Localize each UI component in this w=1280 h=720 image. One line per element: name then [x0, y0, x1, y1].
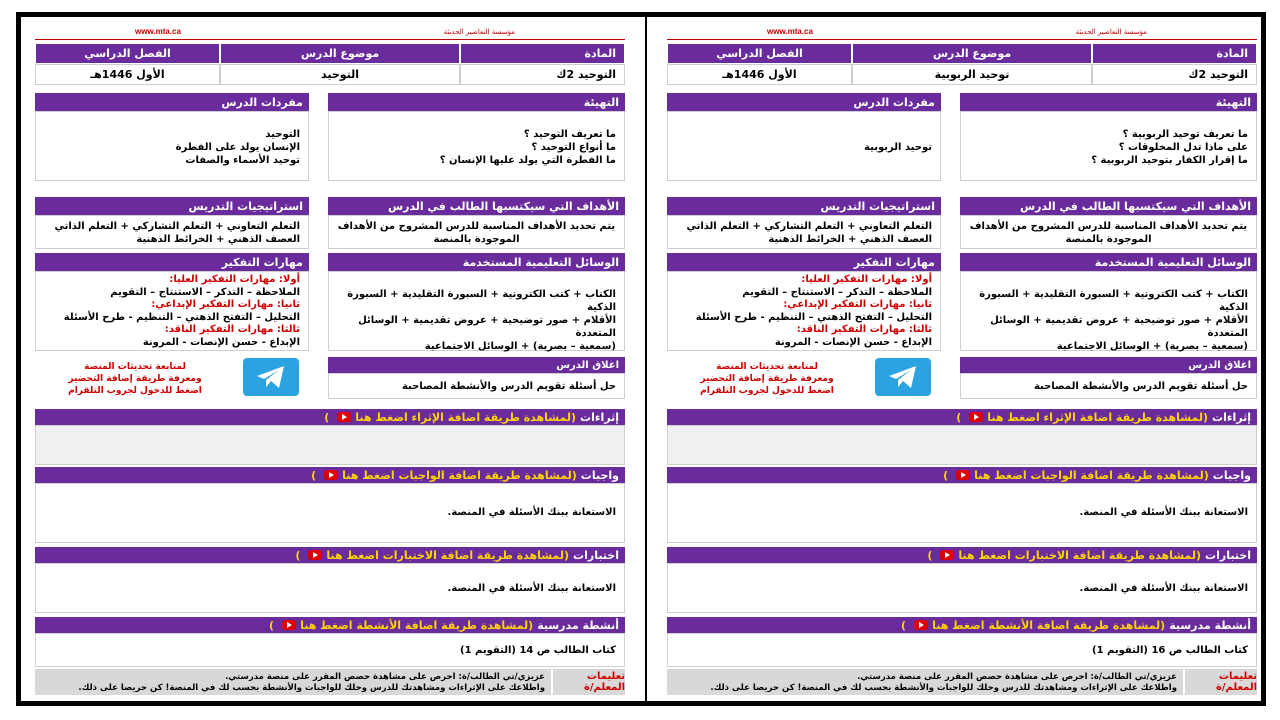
hw-text: الاستعانة ببنك الأسئلة في المنصة. [447, 507, 616, 518]
thinking-text: الملاحظة – التذكر – الاستنتاج – التقويم [742, 286, 932, 298]
strategies-header: استراتيجيات التدريس [667, 197, 941, 215]
thinking-header: مهارات التفكير [35, 253, 309, 271]
youtube-play-icon[interactable] [914, 620, 928, 630]
tests-header [35, 547, 625, 563]
strategies-line: التعلم التعاوني + التعلم التشاركي + التعلم الذاتي [686, 221, 932, 232]
enrich-label: إثراءات [580, 410, 619, 424]
hw-header [667, 467, 1257, 483]
warmup-header: التهيئة [328, 93, 625, 111]
topic-value: توحيد الربوبية [852, 64, 1092, 85]
tests-box [667, 563, 1257, 613]
warmup-box [328, 111, 625, 181]
thinking-text: التحليل – التفتح الذهني – التنظيم - طرح الأسئلة [695, 311, 932, 323]
enrich-label: إثراءات [1212, 410, 1251, 424]
objectives-box [960, 215, 1257, 249]
vocab-item: توحيد الربوبية [864, 142, 932, 153]
aids-header: الوسائل التعليمية المستخدمة [960, 253, 1257, 271]
promo-line: لمتابعة تحديثات المنصة [716, 362, 818, 372]
warmup-q2: ما أنواع التوحيد ؟ [531, 142, 616, 153]
strategies-box [35, 215, 309, 249]
strategies-line: التعلم التعاوني + التعلم التشاركي + التعلم الذاتي [54, 221, 300, 232]
lesson-plan-left [35, 17, 625, 701]
thinking-box [35, 271, 309, 351]
aids-line: (سمعية – بصرية) + الوسائل الاجتماعية [1056, 341, 1248, 352]
vocab-header: مفردات الدرس [667, 93, 941, 111]
strategies-box [667, 215, 941, 249]
objectives-header: الأهداف التي سيكتسبها الطالب في الدرس [328, 197, 625, 215]
instructions-text [35, 669, 551, 695]
vocab-item: التوحيد [265, 129, 300, 140]
telegram-icon[interactable] [875, 358, 931, 396]
activities-text: كتاب الطالب ص 16 (التقويم 1) [1092, 645, 1248, 656]
aids-box [960, 271, 1257, 351]
strategies-line: العصف الذهني + الخرائط الذهنية [136, 234, 300, 245]
lesson-plan-right [667, 17, 1257, 701]
closing-header: اغلاق الدرس [328, 357, 625, 373]
telegram-promo[interactable] [35, 359, 235, 399]
page-divider [645, 17, 665, 701]
instructions-label: تعليمات المعلم/ة [553, 669, 625, 695]
paren: ) [295, 548, 301, 562]
youtube-play-icon[interactable] [308, 550, 322, 560]
activities-header [35, 617, 625, 633]
thinking-heading: ثانيا: مهارات التفكير الإبداعي: [151, 299, 300, 310]
paren: ) [943, 468, 949, 482]
tests-link[interactable]: (لمشاهدة طريقة اضافة الاختبارات اضغط هنا [958, 548, 1202, 562]
objectives-header: الأهداف التي سيكتسبها الطالب في الدرس [960, 197, 1257, 215]
instructions-line: عزيزي/تي الطالب/ة: احرص على مشاهدة حصص المقرر على منصة مدرستي. [225, 672, 545, 682]
telegram-icon[interactable] [243, 358, 299, 396]
closing-text: حل أسئلة تقويم الدرس والأنشطة المصاحبة [1033, 381, 1248, 392]
youtube-play-icon[interactable] [969, 412, 983, 422]
hw-label: واجبات [1212, 468, 1251, 482]
thinking-box [667, 271, 941, 351]
semester-header: الفصل الدراسي [667, 43, 852, 64]
warmup-box [960, 111, 1257, 181]
thinking-heading: أولا: مهارات التفكير العليا: [169, 274, 300, 285]
vocab-box [35, 111, 309, 181]
activities-link[interactable]: (لمشاهدة طريقة اضافة الأنشطة اضغط هنا [932, 618, 1166, 632]
warmup-q2: على ماذا تدل المخلوقات ؟ [1118, 142, 1248, 153]
org-name: مؤسسة التعاضير الحديثة [1075, 28, 1147, 36]
objectives-box [328, 215, 625, 249]
strategies-line: العصف الذهني + الخرائط الذهنية [768, 234, 932, 245]
vocab-item: توحيد الأسماء والصفات [185, 155, 300, 166]
hw-link[interactable]: (لمشاهدة طريقة اضافة الواجبات اضغط هنا [974, 468, 1209, 482]
instructions-line: واطلاعك على الإثراءات ومشاهدتك للدرس وحلك للواجبات والأنشطة بحسب لك في المنصة! كن حريصا على ذلك. [710, 683, 1177, 693]
page-header [667, 19, 1257, 41]
paren: ) [324, 410, 330, 424]
vocab-header: مفردات الدرس [35, 93, 309, 111]
page-header [35, 19, 625, 41]
activities-label: أنشطة مدرسية [1169, 618, 1251, 632]
activities-box [667, 633, 1257, 667]
activities-box [35, 633, 625, 667]
tests-box [35, 563, 625, 613]
tests-text: الاستعانة ببنك الأسئلة في المنصة. [1079, 583, 1248, 594]
enrich-box[interactable] [35, 425, 625, 465]
thinking-text: الإبداع - حسن الإنصات - المرونة [774, 336, 932, 348]
vocab-item: الإنسان يولد على الفطرة [175, 142, 300, 153]
topic-header: موضوع الدرس [852, 43, 1092, 64]
topic-value: التوحيد [220, 64, 460, 85]
enrich-box[interactable] [667, 425, 1257, 465]
aids-box [328, 271, 625, 351]
warmup-q1: ما تعريف توحيد الربوبية ؟ [1122, 129, 1248, 140]
tests-link[interactable]: (لمشاهدة طريقة اضافة الاختبارات اضغط هنا [326, 548, 570, 562]
thinking-text: التحليل – التفتح الذهني – التنظيم - طرح الأسئلة [63, 311, 300, 323]
aids-line: الكتاب + كتب الكترونية + السبورة التقليدية + السبورة الذكية [979, 289, 1248, 313]
paren: ) [927, 548, 933, 562]
thinking-header: مهارات التفكير [667, 253, 941, 271]
closing-text: حل أسئلة تقويم الدرس والأنشطة المصاحبة [401, 381, 616, 392]
vocab-box [667, 111, 941, 181]
closing-box [328, 373, 625, 399]
tests-header [667, 547, 1257, 563]
subject-header: المادة [460, 43, 625, 64]
thinking-heading: ثالثا: مهارات التفكير الناقد: [796, 324, 932, 335]
instructions-line: عزيزي/تي الطالب/ة: احرص على مشاهدة حصص المقرر على منصة مدرستي. [857, 672, 1177, 682]
promo-line: ومعرفة طريقة إضافة التحضير [68, 374, 202, 384]
youtube-play-icon[interactable] [324, 470, 338, 480]
youtube-play-icon[interactable] [956, 470, 970, 480]
aids-line: الأقلام + صور توضيحية + عروض تقديمية + الوسائل المتعددة [990, 315, 1248, 339]
tests-label: اختبارات [1205, 548, 1251, 562]
enrich-link[interactable]: (لمشاهدة طريقة اضافة الإثراء اضغط هنا [355, 410, 577, 424]
hw-label: واجبات [580, 468, 619, 482]
semester-value: الأول 1446هـ [667, 64, 852, 85]
youtube-play-icon[interactable] [282, 620, 296, 630]
paren: ) [901, 618, 907, 632]
promo-line: لمتابعة تحديثات المنصة [84, 362, 186, 372]
tests-label: اختبارات [573, 548, 619, 562]
activities-label: أنشطة مدرسية [537, 618, 619, 632]
aids-header: الوسائل التعليمية المستخدمة [328, 253, 625, 271]
thinking-heading: ثالثا: مهارات التفكير الناقد: [164, 324, 300, 335]
enrich-header [667, 409, 1257, 425]
youtube-play-icon[interactable] [337, 412, 351, 422]
enrich-header [35, 409, 625, 425]
activities-text: كتاب الطالب ص 14 (التقويم 1) [460, 645, 616, 656]
paren: ) [956, 410, 962, 424]
lesson-info-table [35, 43, 625, 85]
subject-value: التوحيد 2ك [460, 64, 625, 85]
header-rule [667, 39, 1257, 40]
page-frame [16, 12, 1266, 706]
closing-header: اغلاق الدرس [960, 357, 1257, 373]
subject-value: التوحيد 2ك [1092, 64, 1257, 85]
closing-box [960, 373, 1257, 399]
aids-line: الكتاب + كتب الكترونية + السبورة التقليدية + السبورة الذكية [347, 289, 616, 313]
hw-box [667, 483, 1257, 543]
aids-line: الأقلام + صور توضيحية + عروض تقديمية + الوسائل المتعددة [358, 315, 616, 339]
activities-header [667, 617, 1257, 633]
hw-link[interactable]: (لمشاهدة طريقة اضافة الواجبات اضغط هنا [342, 468, 577, 482]
instructions-text [667, 669, 1183, 695]
promo-line: اضغط للدخول لجروب التلقرام [68, 386, 202, 396]
topic-header: موضوع الدرس [220, 43, 460, 64]
paren: ) [269, 618, 275, 632]
warmup-q1: ما تعريف التوحيد ؟ [523, 129, 616, 140]
subject-header: المادة [1092, 43, 1257, 64]
site-url[interactable]: www.mta.ca [767, 27, 813, 36]
youtube-play-icon[interactable] [940, 550, 954, 560]
warmup-q3: ما الفطرة التي يولد عليها الإنسان ؟ [439, 155, 616, 166]
strategies-header: استراتيجيات التدريس [35, 197, 309, 215]
header-rule [35, 39, 625, 40]
objectives-text: يتم تحديد الأهداف المناسبة للدرس المشروح من الأهداف الموجودة بالمنصة [969, 221, 1248, 245]
instructions-label: تعليمات المعلم/ة [1185, 669, 1257, 695]
org-name: مؤسسة التعاضير الحديثة [443, 28, 515, 36]
hw-box [35, 483, 625, 543]
aids-line: (سمعية – بصرية) + الوسائل الاجتماعية [424, 341, 616, 352]
site-url[interactable]: www.mta.ca [135, 27, 181, 36]
promo-line: اضغط للدخول لجروب التلقرام [700, 386, 834, 396]
thinking-text: الملاحظة – التذكر – الاستنتاج – التقويم [110, 286, 300, 298]
warmup-q3: ما إقرار الكفار بتوحيد الربوبية ؟ [1091, 155, 1248, 166]
semester-header: الفصل الدراسي [35, 43, 220, 64]
hw-text: الاستعانة ببنك الأسئلة في المنصة. [1079, 507, 1248, 518]
activities-link[interactable]: (لمشاهدة طريقة اضافة الأنشطة اضغط هنا [300, 618, 534, 632]
hw-header [35, 467, 625, 483]
thinking-heading: ثانيا: مهارات التفكير الإبداعي: [783, 299, 932, 310]
enrich-link[interactable]: (لمشاهدة طريقة اضافة الإثراء اضغط هنا [987, 410, 1209, 424]
telegram-promo[interactable] [667, 359, 867, 399]
semester-value: الأول 1446هـ [35, 64, 220, 85]
thinking-text: الإبداع - حسن الإنصات - المرونة [142, 336, 300, 348]
tests-text: الاستعانة ببنك الأسئلة في المنصة. [447, 583, 616, 594]
objectives-text: يتم تحديد الأهداف المناسبة للدرس المشروح من الأهداف الموجودة بالمنصة [337, 221, 616, 245]
instructions-line: واطلاعك على الإثراءات ومشاهدتك للدرس وحلك للواجبات والأنشطة بحسب لك في المنصة! كن حريصا على ذلك. [78, 683, 545, 693]
lesson-info-table [667, 43, 1257, 85]
thinking-heading: أولا: مهارات التفكير العليا: [801, 274, 932, 285]
paren: ) [311, 468, 317, 482]
warmup-header: التهيئة [960, 93, 1257, 111]
promo-line: ومعرفة طريقة إضافة التحضير [700, 374, 834, 384]
